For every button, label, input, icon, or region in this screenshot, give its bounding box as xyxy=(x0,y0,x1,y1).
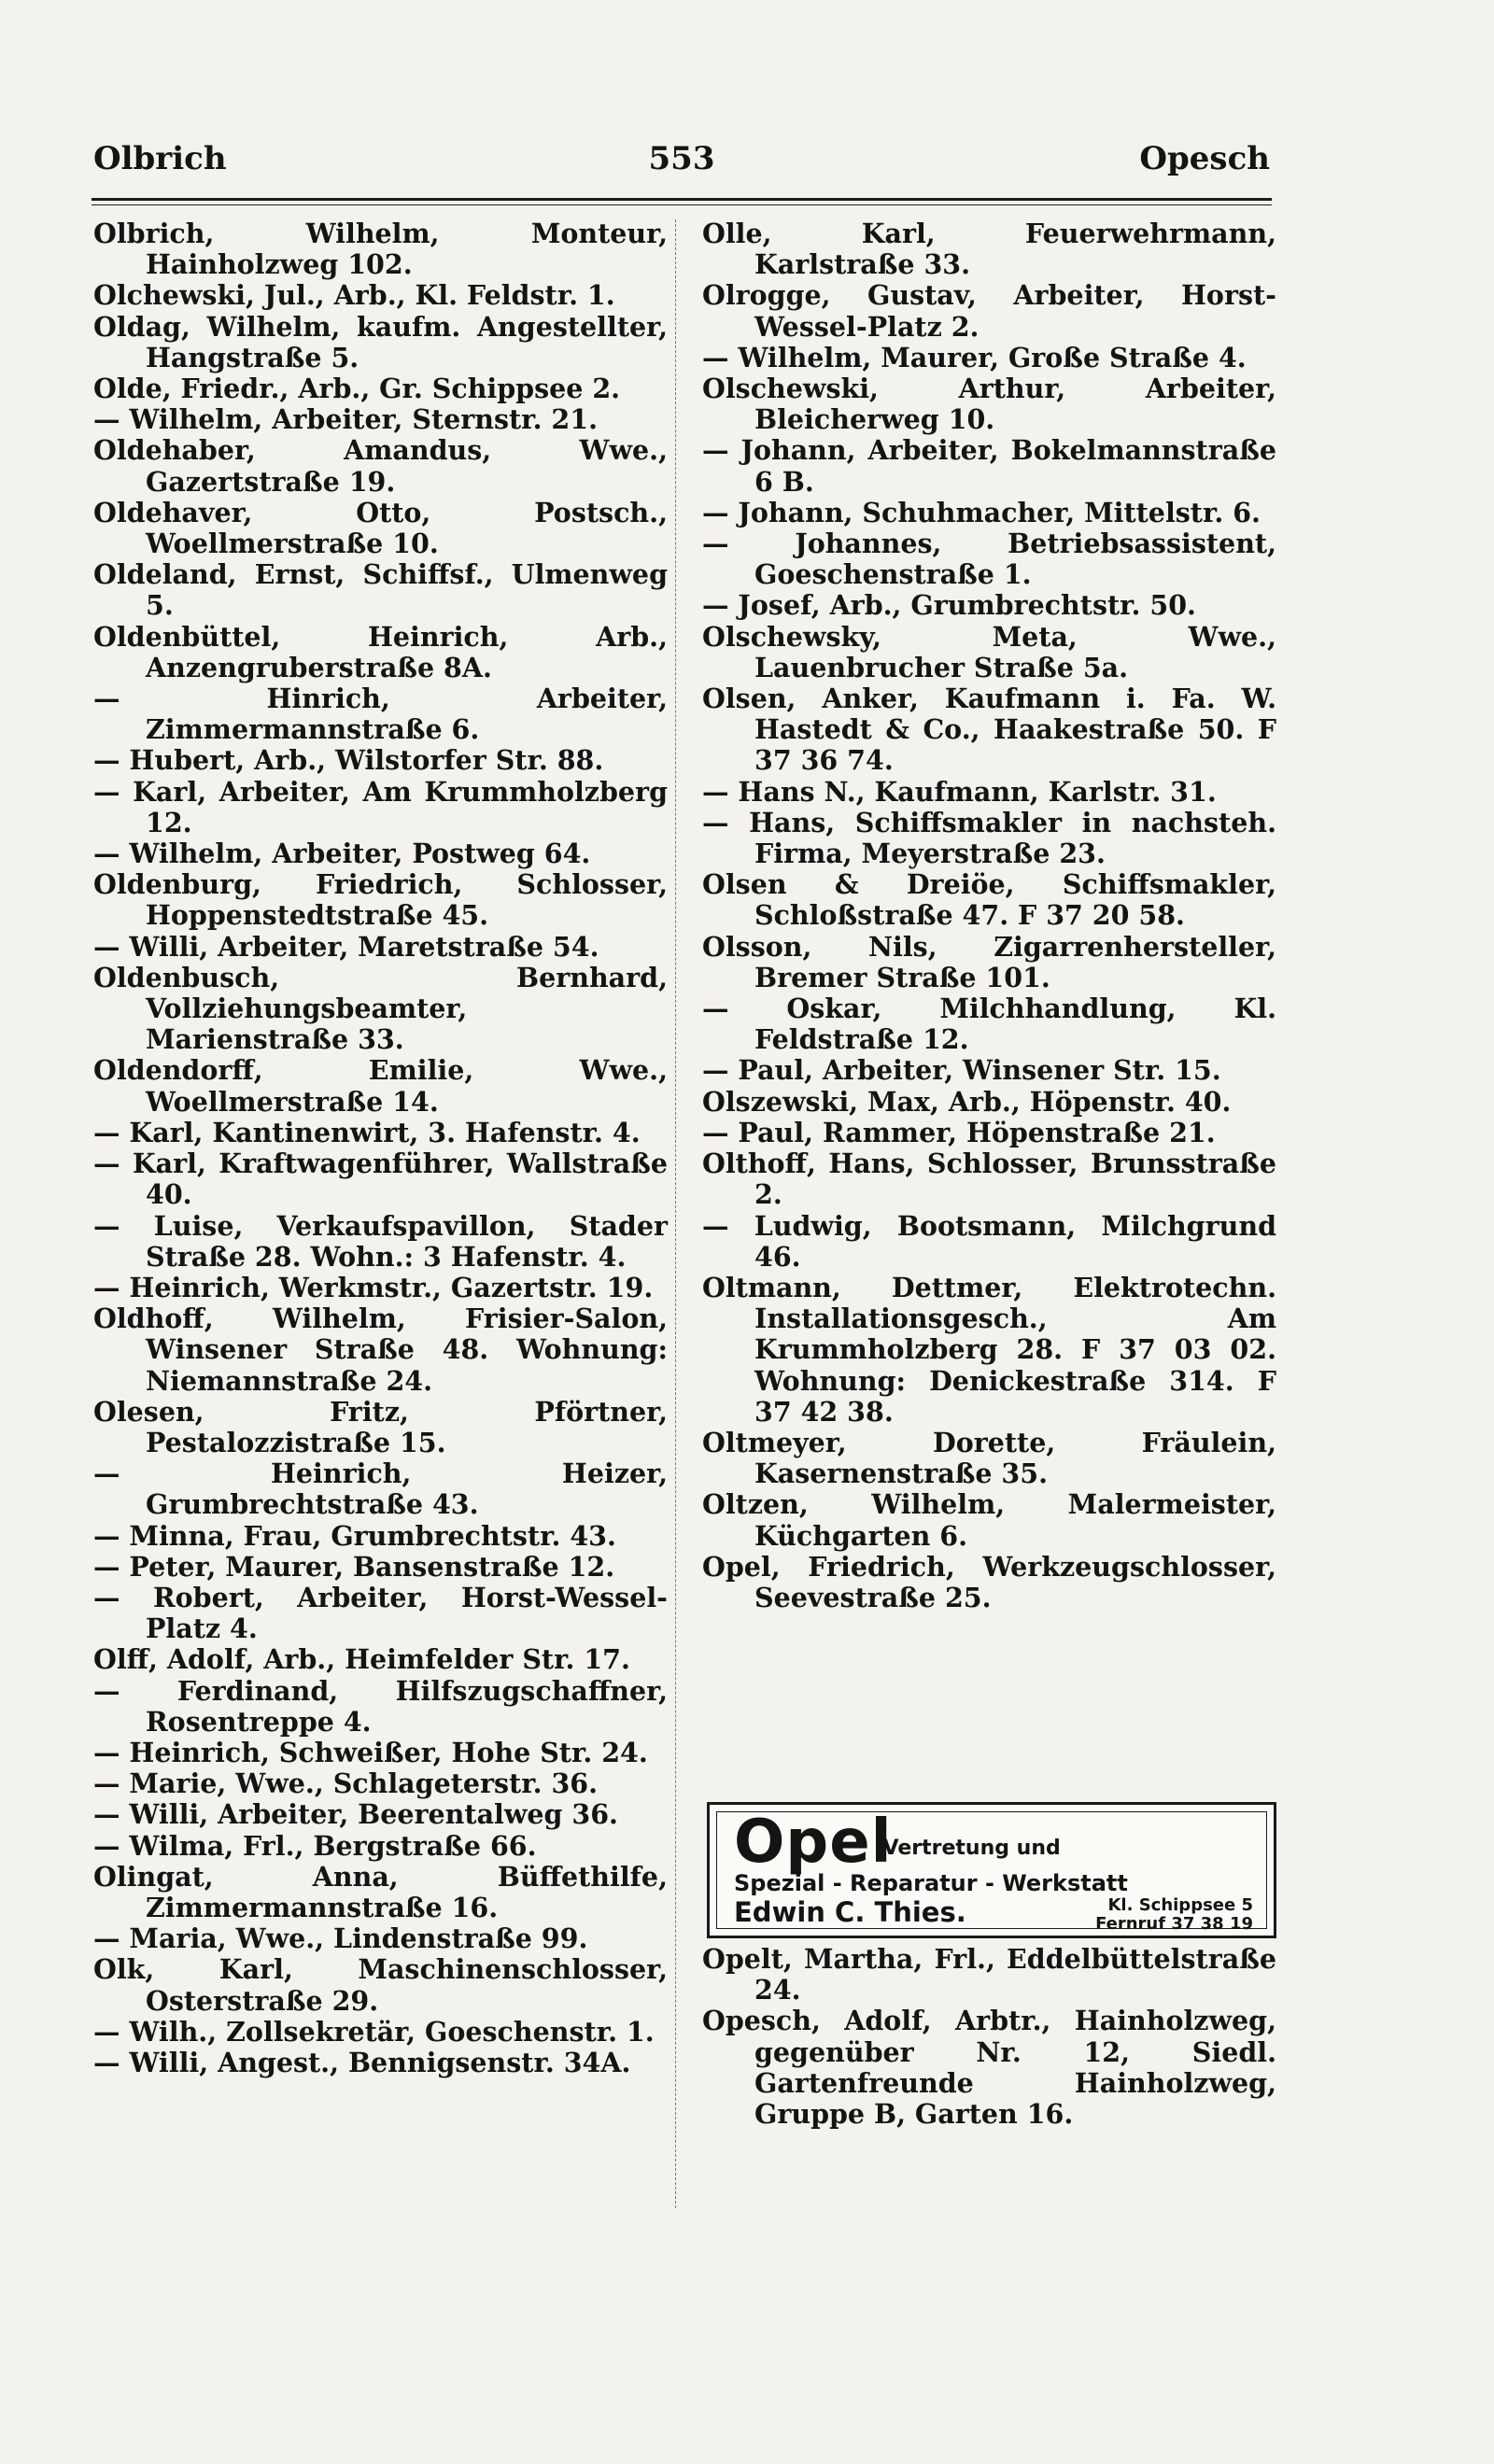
directory-entry: — Johann, Arbeiter, Bokelmannstraße 6 B. xyxy=(702,434,1276,498)
page-number: 553 xyxy=(648,140,715,177)
directory-entry: — Paul, Arbeiter, Winsener Str. 15. xyxy=(702,1054,1221,1087)
directory-entry: Opel, Friedrich, Werkzeugschlosser, Seevestraße 25. xyxy=(702,1550,1276,1613)
column-divider xyxy=(675,219,676,2208)
directory-entry: Olschewski, Arthur, Arbeiter, Bleicherweg 10. xyxy=(702,373,1276,436)
directory-entry: — Josef, Arb., Grumbrechtstr. 50. xyxy=(702,589,1196,622)
ad-tagline-2: Spezial - Reparatur - Werkstatt xyxy=(734,1870,1128,1896)
left-column xyxy=(93,218,668,2078)
directory-entry: Olesen, Fritz, Pförtner, Pestalozzistraße 15. xyxy=(93,1395,668,1458)
directory-entry: Olsson, Nils, Zigarrenhersteller, Bremer Straße 101. xyxy=(702,930,1276,993)
directory-entry: — Heinrich, Schweißer, Hohe Str. 24. xyxy=(93,1736,648,1768)
directory-entry: — Hans N., Kaufmann, Karlstr. 31. xyxy=(702,775,1217,808)
directory-entry: — Willi, Arbeiter, Beerentalweg 36. xyxy=(93,1798,618,1831)
directory-entry: Olszewski, Max, Arb., Höpenstr. 40. xyxy=(702,1085,1232,1118)
ad-dealer-name: Edwin C. Thies. xyxy=(734,1896,966,1928)
directory-entry: Olchewski, Jul., Arb., Kl. Feldstr. 1. xyxy=(93,279,615,312)
header-last-name: Opesch xyxy=(1139,140,1270,177)
ad-brand: Opel xyxy=(734,1808,893,1877)
directory-entry: — Hinrich, Arbeiter, Zimmermannstraße 6. xyxy=(93,683,668,746)
directory-entry: — Ludwig, Bootsmann, Milchgrund 46. xyxy=(702,1209,1276,1273)
directory-entry: Olff, Adolf, Arb., Heimfelder Str. 17. xyxy=(93,1643,630,1676)
directory-entry: Olsen, Anker, Kaufmann i. Fa. W. Hastedt & Co., Haakestraße 50. F 37 36 74. xyxy=(702,683,1276,777)
directory-entry: Oldenburg, Friedrich, Schlosser, Hoppenstedtstraße 45. xyxy=(93,868,668,932)
directory-entry: Opesch, Adolf, Arbtr., Hainholzweg, gegenüber Nr. 12, Siedl. Gartenfreunde Hainholzweg, Gruppe B, Garten 16. xyxy=(702,2005,1276,2131)
directory-entry: — Wilma, Frl., Bergstraße 66. xyxy=(93,1829,537,1862)
directory-entry: Oldenbüttel, Heinrich, Arb., Anzengruberstraße 8A. xyxy=(93,620,668,683)
directory-entry: Opelt, Martha, Frl., Eddelbüttelstraße 24. xyxy=(702,1943,1276,2006)
header-rule xyxy=(92,198,1272,205)
directory-entry: — Maria, Wwe., Lindenstraße 99. xyxy=(93,1922,588,1955)
directory-entry: Oltmeyer, Dorette, Fräulein, Kasernenstraße 35. xyxy=(702,1426,1276,1490)
directory-entry: — Wilhelm, Maurer, Große Straße 4. xyxy=(702,341,1247,373)
directory-entry: — Luise, Verkaufspavillon, Stader Straße 28. Wohn.: 3 Hafenstr. 4. xyxy=(93,1209,668,1273)
ad-phone: Fernruf 37 38 19 xyxy=(1095,1914,1253,1934)
ad-address: Kl. Schippsee 5 xyxy=(1107,1895,1253,1915)
directory-entry: Oldehaver, Otto, Postsch., Woellmerstraße 10. xyxy=(93,496,668,560)
ad-tagline-1: -Vertretung und xyxy=(876,1837,1061,1860)
directory-entry: — Karl, Kantinenwirt, 3. Hafenstr. 4. xyxy=(93,1116,641,1148)
directory-entry: — Robert, Arbeiter, Horst-Wessel-Platz 4. xyxy=(93,1581,668,1645)
directory-entry: — Willi, Arbeiter, Maretstraße 54. xyxy=(93,930,599,963)
directory-entry: Oltzen, Wilhelm, Malermeister, Küchgarten 6. xyxy=(702,1488,1276,1552)
directory-entry: — Karl, Kraftwagenführer, Wallstraße 40. xyxy=(93,1148,668,1211)
directory-entry: Olrogge, Gustav, Arbeiter, Horst-Wessel-Platz 2. xyxy=(702,279,1276,343)
directory-entry: — Hubert, Arb., Wilstorfer Str. 88. xyxy=(93,744,604,777)
header-first-name: Olbrich xyxy=(93,140,227,177)
directory-entry: — Johannes, Betriebsassistent, Goeschenstraße 1. xyxy=(702,528,1276,591)
directory-entry: — Wilhelm, Arbeiter, Sternstr. 21. xyxy=(93,403,599,436)
directory-entry: — Hans, Schiffsmakler in nachsteh. Firma, Meyerstraße 23. xyxy=(702,806,1276,870)
directory-entry: Olschewsky, Meta, Wwe., Lauenbrucher Straße 5a. xyxy=(702,620,1276,683)
ad-contact xyxy=(1095,1896,1253,1934)
directory-entry: Olbrich, Wilhelm, Monteur, Hainholzweg 102. xyxy=(93,218,668,281)
directory-entry: — Ferdinand, Hilfszugschaffner, Rosentreppe 4. xyxy=(93,1674,668,1738)
opel-advertisement xyxy=(707,1802,1276,1938)
directory-entry: — Paul, Rammer, Höpenstraße 21. xyxy=(702,1116,1216,1148)
directory-entry: Oldag, Wilhelm, kaufm. Angestellter, Hangstraße 5. xyxy=(93,310,668,373)
directory-entry: Olle, Karl, Feuerwehrmann, Karlstraße 33. xyxy=(702,218,1276,281)
directory-entry: — Heinrich, Werkmstr., Gazertstr. 19. xyxy=(93,1271,654,1303)
directory-entry: Olde, Friedr., Arb., Gr. Schippsee 2. xyxy=(93,373,621,405)
directory-entry: Oltmann, Dettmer, Elektrotechn. Installationsgesch., Am Krummholzberg 28. F 37 03 02. Wohnung: Denickestraße 314. F 37 42 38. xyxy=(702,1271,1276,1428)
directory-entry: Oldeland, Ernst, Schiffsf., Ulmenweg 5. xyxy=(93,558,668,622)
directory-entry: Olsen & Dreiöe, Schiffsmakler, Schloßstraße 47. F 37 20 58. xyxy=(702,868,1276,932)
directory-entry: — Marie, Wwe., Schlageterstr. 36. xyxy=(93,1767,599,1800)
directory-entry: — Willi, Angest., Bennigsenstr. 34A. xyxy=(93,2046,631,2078)
directory-entry: Olk, Karl, Maschinenschlosser, Osterstraße 29. xyxy=(93,1953,668,2017)
directory-entry: Oldenbusch, Bernhard, Vollziehungsbeamter, Marienstraße 33. xyxy=(93,961,668,1056)
directory-entry: — Karl, Arbeiter, Am Krummholzberg 12. xyxy=(93,775,668,838)
directory-entry: Oldehaber, Amandus, Wwe., Gazertstraße 19. xyxy=(93,434,668,498)
directory-entry: — Oskar, Milchhandlung, Kl. Feldstraße 12. xyxy=(702,993,1276,1056)
directory-entry: Olthoff, Hans, Schlosser, Brunsstraße 2. xyxy=(702,1148,1276,1211)
directory-entry: — Wilh., Zollsekretär, Goeschenstr. 1. xyxy=(93,2015,655,2048)
directory-entry: — Wilhelm, Arbeiter, Postweg 64. xyxy=(93,838,591,870)
directory-entry: Oldendorff, Emilie, Wwe., Woellmerstraße 14. xyxy=(93,1054,668,1118)
directory-entry: — Minna, Frau, Grumbrechtstr. 43. xyxy=(93,1519,616,1552)
directory-entry: — Heinrich, Heizer, Grumbrechtstraße 43. xyxy=(93,1457,668,1521)
right-column-top xyxy=(702,218,1276,1613)
directory-entry: Oldhoff, Wilhelm, Frisier-Salon, Winsener Straße 48. Wohnung: Niemannstraße 24. xyxy=(93,1302,668,1397)
directory-entry: — Johann, Schuhmacher, Mittelstr. 6. xyxy=(702,496,1261,528)
directory-entry: — Peter, Maurer, Bansenstraße 12. xyxy=(93,1550,615,1583)
right-column-bottom xyxy=(702,1944,1276,2130)
page-header xyxy=(93,140,1270,192)
directory-entry: Olingat, Anna, Büffethilfe, Zimmermannstraße 16. xyxy=(93,1860,668,1923)
